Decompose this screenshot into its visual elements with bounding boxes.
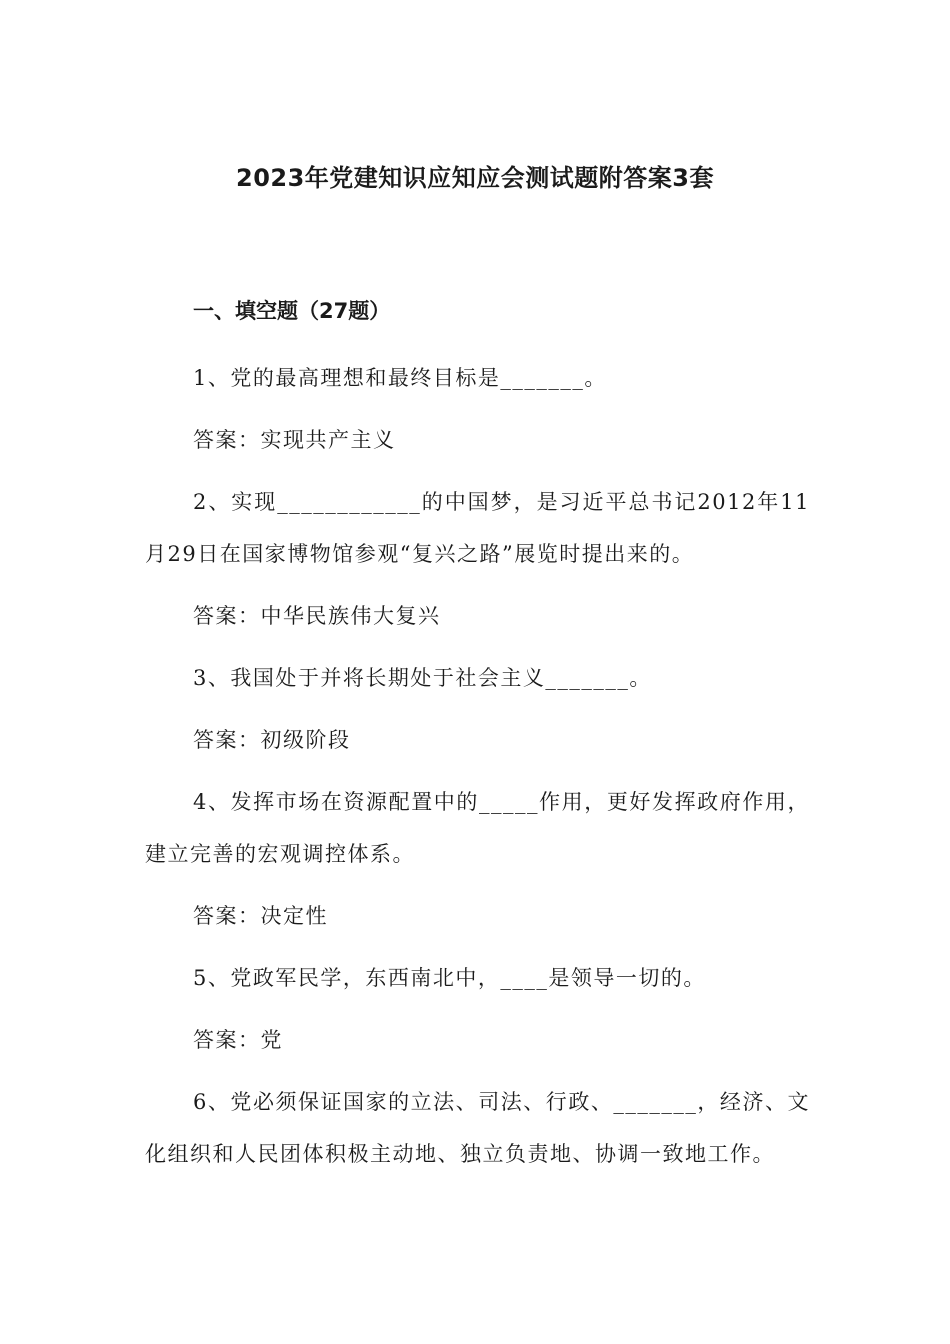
question-5: 5、党政军民学，东西南北中，____是领导一切的。 xyxy=(193,966,706,990)
answer-3: 答案：初级阶段 xyxy=(193,728,351,752)
section-heading: 一、填空题（27题） xyxy=(193,299,391,323)
answer-4: 答案：决定性 xyxy=(193,904,328,928)
question-3: 3、我国处于并将长期处于社会主义_______。 xyxy=(193,666,652,690)
answer-5: 答案：党 xyxy=(193,1028,283,1052)
document-title: 2023年党建知识应知应会测试题附答案3套 xyxy=(236,164,714,192)
question-2: 2、实现____________的中国梦，是习近平总书记2012年11月29日在国家博物馆参观“复兴之路”展览时提出来的。 xyxy=(145,490,810,566)
answer-1: 答案：实现共产主义 xyxy=(193,428,396,452)
answer-2: 答案：中华民族伟大复兴 xyxy=(193,604,441,628)
question-6: 6、党必须保证国家的立法、司法、行政、_______，经济、文化组织和人民团体积极主动地、独立负责地、协调一致地工作。 xyxy=(145,1090,810,1166)
document-body xyxy=(145,296,810,1190)
question-4: 4、发挥市场在资源配置中的_____作用，更好发挥政府作用，建立完善的宏观调控体系。 xyxy=(145,790,810,866)
question-1: 1、党的最高理想和最终目标是_______。 xyxy=(193,366,607,390)
